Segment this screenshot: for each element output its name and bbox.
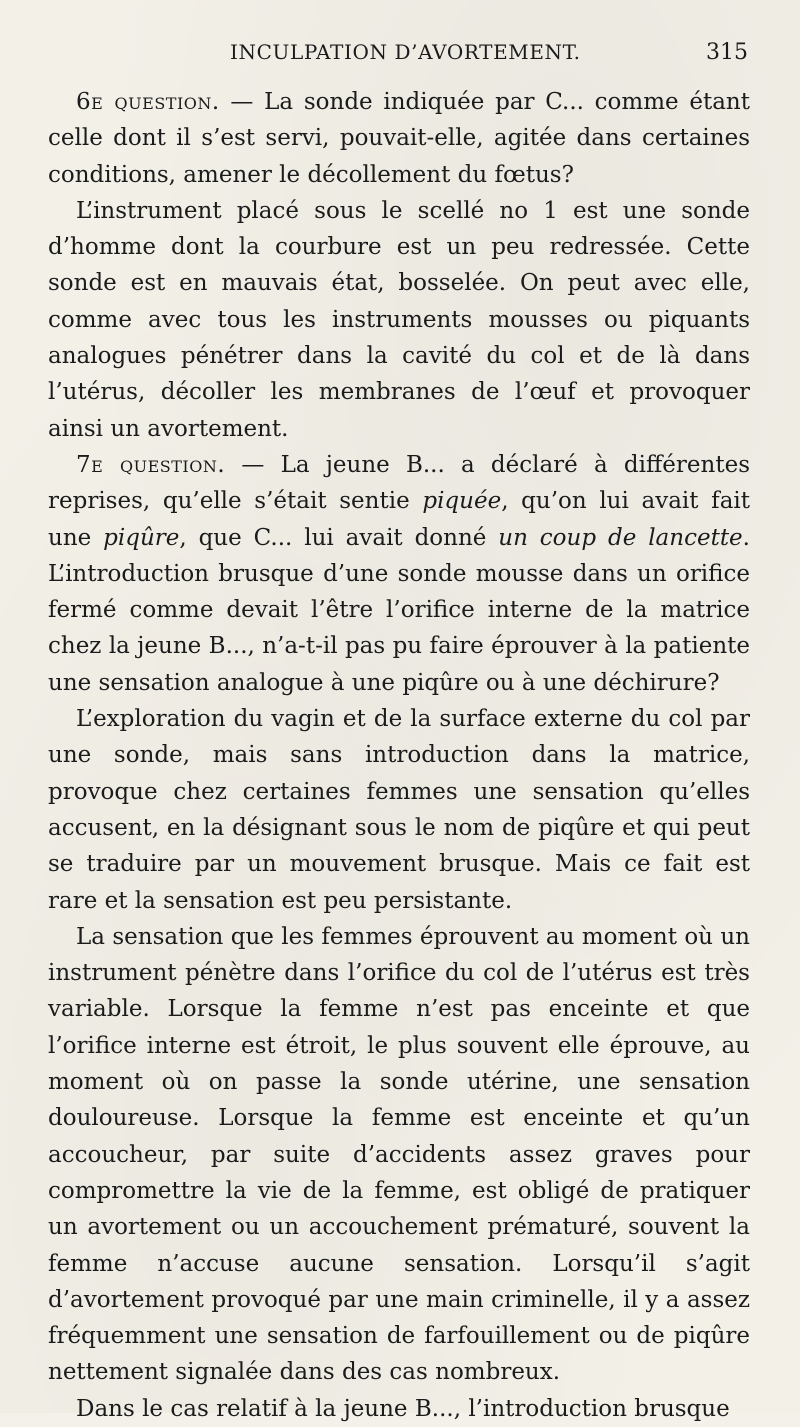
paragraph-answer-6: L’instrument placé sous le scellé no 1 est une sonde d’homme dont la courbure est un peu redressée. Cette sonde est en mauvais état, bosselée. On peut avec elle, comme avec tous les instruments mousses ou piquants analogues pénétrer dans la cavité du col et de là dans l’utérus, décoller les membranes de l’œuf et provoquer ainsi un avortement. xyxy=(48,197,750,442)
question-label: 7e question. xyxy=(76,451,226,478)
running-title: INCULPATION D’AVORTEMENT. xyxy=(230,40,581,64)
page-header xyxy=(230,40,748,74)
paragraph-answer-7b: La sensation que les femmes éprouvent au moment où un instrument pénètre dans l’orifice du col de l’utérus est très variable. Lorsque la femme n’est pas enceinte et que l’orifice interne est étroit, le plus souvent elle éprouve, au moment où on passe la sonde utérine, une sensation douloureuse. Lorsque la femme est enceinte et qu’un accoucheur, par suite d’accidents assez graves pour compromettre la vie de la femme, est obligé de pratiquer un avortement ou un accouchement prématuré, souvent la femme n’accuse aucune sensation. Lorsqu’il s’agit d’avortement provoqué par une main criminelle, il y a assez fréquemment une sensation de farfouillement ou de piqûre nettement signalée dans des cas nombreux. xyxy=(48,923,750,1386)
paragraph-answer-7a: L’exploration du vagin et de la surface externe du col par une sonde, mais sans introduction dans la matrice, provoque chez certaines femmes une sensation qu’elles accusent, en la désignant sous le nom de piqûre et qui peut se traduire par un mouvement brusque. Mais ce fait est rare et la sensation est peu persistante. xyxy=(48,706,750,914)
question-text: , qu’on lui avait fait une xyxy=(48,488,750,551)
body-text xyxy=(48,84,750,1427)
page-number: 315 xyxy=(706,40,748,65)
question-text: . L’introduction brusque d’une sonde mousse dans un orifice fermé comme devait l’être l’orifice interne de la matrice chez la jeune B..., n’a-t-il pas pu faire éprouver à la patiente une sensation analogue à une piqûre ou à une déchirure? xyxy=(48,524,750,696)
paragraph-question-6 xyxy=(48,84,750,193)
italic-term: piqûre xyxy=(103,524,180,551)
paragraph-answer-7c: Dans le cas relatif à la jeune B..., l’introduction brusque xyxy=(76,1395,730,1422)
question-text: — La jeune B... a déclaré à différentes reprises, qu’elle s’était sentie xyxy=(48,451,750,515)
italic-term: un coup de lancette xyxy=(498,524,743,551)
question-text: , que C... lui avait donné xyxy=(179,524,499,551)
paragraph-question-7 xyxy=(48,447,750,701)
question-label: 6e question. xyxy=(76,89,220,115)
italic-term: piquée xyxy=(422,488,502,515)
question-text: — La sonde indiquée par C... comme étant celle dont il s’est servi, pouvait-elle, agitée dans certaines conditions, amener le décollement du fœtus? xyxy=(48,89,750,188)
